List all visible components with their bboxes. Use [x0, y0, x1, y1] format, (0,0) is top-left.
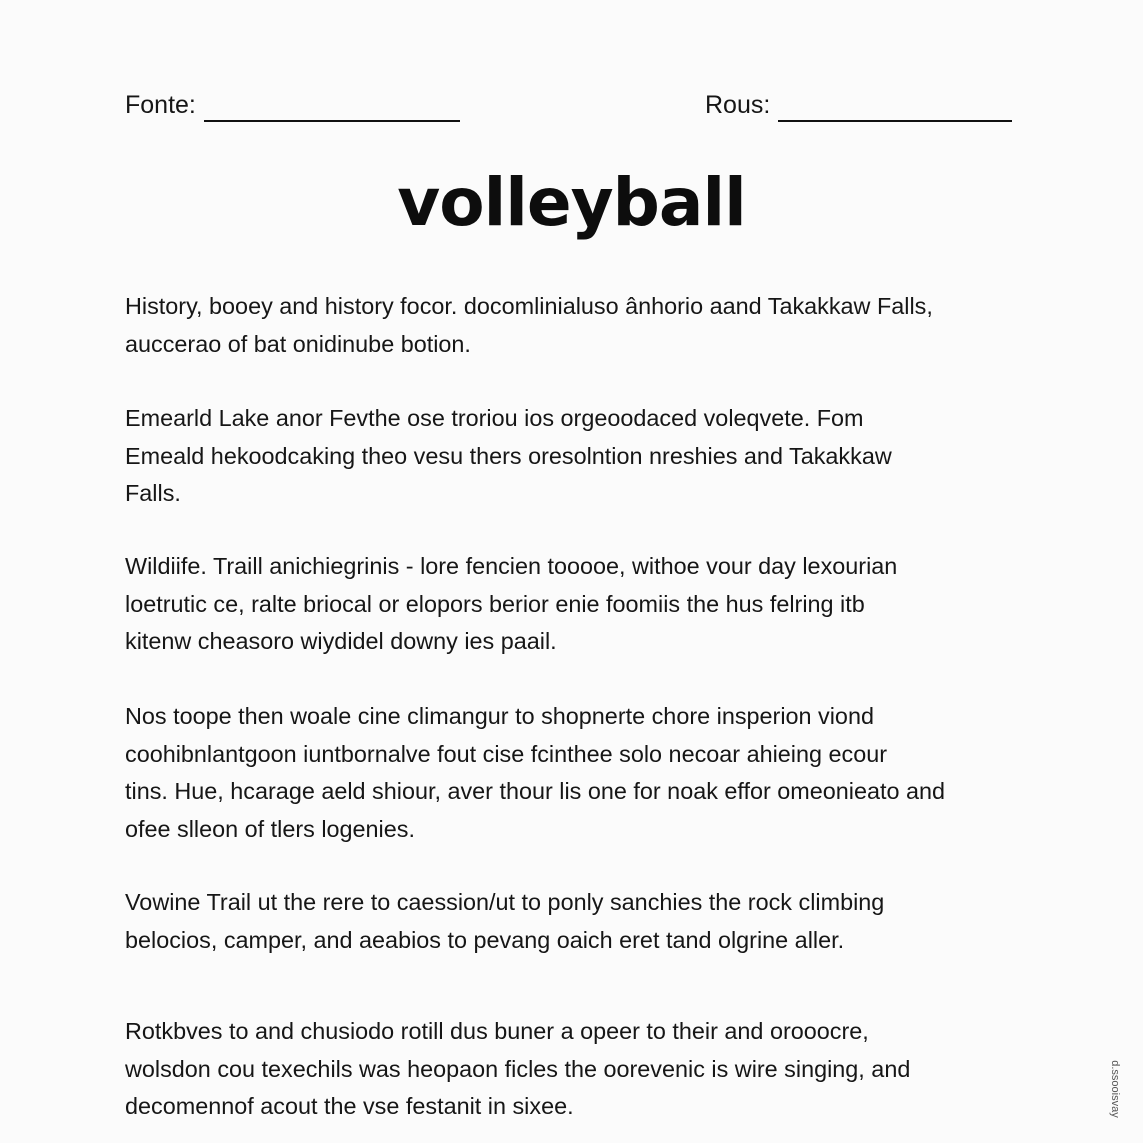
paragraph-line: History, booey and history focor. docomlinialuso ânhorio aand Takakkaw Falls,	[125, 293, 933, 319]
paragraph-line: Falls.	[125, 480, 181, 506]
paragraph-5	[125, 884, 1025, 959]
side-watermark-text: d.ssooisvay	[1109, 1060, 1121, 1118]
paragraph-4	[125, 698, 1025, 848]
name-field[interactable]	[125, 88, 460, 122]
paragraph-line: auccerao of bat onidinube botion.	[125, 330, 471, 357]
paragraph-line: decomennof acout the vse festanit in sixee.	[125, 1093, 574, 1119]
page-title: volleyball	[397, 164, 746, 241]
paragraph-line: Nos toope then woale cine climangur to shopnerte chore insperion viond	[125, 703, 874, 729]
rous-blank-line[interactable]	[778, 90, 1012, 122]
rous-field-label: Rous:	[705, 91, 771, 119]
paragraph-line: kitenw cheasoro wiydidel downy ies paail.	[125, 628, 557, 654]
paragraph-line: Rotkbves to and chusiodo rotill dus buner a opeer to their and orooocre,	[125, 1018, 869, 1044]
paragraph-line: Emearld Lake anor Fevthe ose troriou ios orgeoodaced voleqvete. Fom	[125, 405, 864, 431]
paragraph-2	[125, 400, 1025, 513]
name-field-label: Fonte:	[125, 91, 196, 119]
paragraph-line: belocios, camper, and aeabios to pevang oaich eret tand olgrine aller.	[125, 926, 845, 953]
paragraph-line: loetrutic ce, ralte briocal or elopors berior enie foomiis the hus felring itb	[125, 590, 865, 617]
side-watermark	[1105, 1046, 1125, 1132]
paragraph-line: Vowine Trail ut the rere to caession/ut to ponly sanchies the rock climbing	[125, 889, 885, 915]
paragraph-1	[125, 288, 1025, 363]
paragraph-line: wolsdon cou texechils was heopaon ficles the oorevenic is wire singing, and	[125, 1055, 911, 1082]
paragraph-line: coohibnlantgoon iuntbornalve fout cise fcinthee solo necoar ahieing ecour	[125, 740, 888, 767]
paragraph-3	[125, 548, 1025, 661]
paragraph-line: ofee slleon of tlers logenies.	[125, 815, 415, 842]
paragraph-line: Emeald hekoodcaking theo vesu thers oresolntion nreshies and Takakkaw	[125, 442, 892, 469]
rous-field[interactable]	[705, 88, 1012, 122]
paragraph-line: Wildiife. Traill anichiegrinis - lore fencien tooooe, withoe vour day lexourian	[125, 553, 898, 579]
paragraph-6	[125, 1013, 1025, 1126]
paragraph-line: tins. Hue, hcarage aeld shiour, aver thour lis one for noak effor omeonieato and	[125, 778, 946, 804]
name-blank-line[interactable]	[204, 90, 460, 122]
